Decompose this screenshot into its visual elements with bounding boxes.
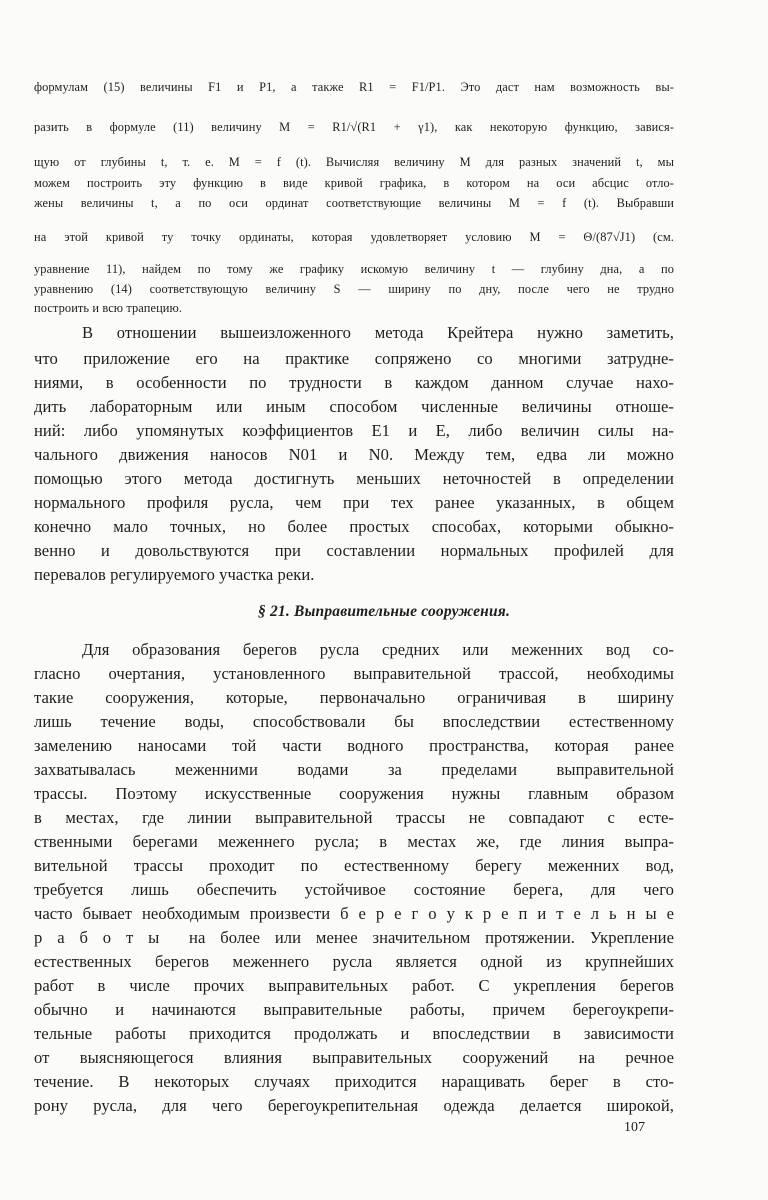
para1-line-1: В отношении вышеизложенного метода Крейтера нужно заметить, (82, 323, 674, 342)
para2-line-12: часто бывает необходимым произвести б е р е г о у к р е п и т е л ь н ы е (34, 904, 674, 923)
para1-line-10: венно и довольствуются при составлении нормальных профилей для (34, 541, 674, 560)
para1-line-4: дить лабораторным или иным способом численные величины отноше- (34, 397, 674, 416)
para2-line-6: захватывалась меженними водами за пределами выправительной (34, 760, 674, 779)
text-line-9: построить и всю трапецию. (34, 301, 183, 315)
para2-line-9: ственными берегами меженнего русла; в местах же, где линия выпра- (34, 832, 674, 851)
text-line-3: щую от глубины t, т. е. M = f (t). Вычисляя величину M для разных значений t, мы (34, 155, 674, 169)
para2-line-20: рону русла, для чего берегоукрепительная одежда делается широкой, (34, 1096, 674, 1115)
para2-line-3: такие сооружения, которые, первоначально ограничивая в ширину (34, 688, 674, 707)
text-line-7: уравнение 11), найдем по тому же графику искомую величину t — глубину дна, а по (34, 262, 674, 276)
formula-line-6: на этой кривой ту точку ординаты, которая удовлетворяет условию M = Θ/(87√J1) (см. (34, 230, 674, 244)
para2-line-2: гласно очертания, установленного выправительной трассой, необходимы (34, 664, 674, 683)
text-line-8: уравнению (14) соответствующую величину S — ширину по дну, после чего не трудно (34, 282, 674, 296)
para2-line-13: р а б о т ы на более или менее значительном протяжении. Укрепление (34, 928, 674, 947)
para1-line-6: чального движения наносов N01 и N0. Между тем, едва ли можно (34, 445, 674, 464)
para1-line-3: ниями, в особенности по трудности в каждом данном случае нахо- (34, 373, 674, 392)
formula-line-2: разить в формуле (11) величину M = R1/√(R1 + γ1), как некоторую функцию, завися- (34, 120, 674, 134)
page-number: 107 (624, 1120, 645, 1135)
para2-line-1: Для образования берегов русла средних или меженних вод со- (82, 640, 674, 659)
text-line-5: жены величины t, а по оси ординат соответствующие величины M = f (t). Выбравши (34, 196, 674, 210)
para2-line-11: требуется лишь обеспечить устойчивое состояние берега, для чего (34, 880, 674, 899)
para1-line-2: что приложение его на практике сопряжено со многими затрудне- (34, 349, 674, 368)
para1-line-5: ний: либо упомянутых коэффициентов E1 и E, либо величин силы на- (34, 421, 674, 440)
para2-line-10: вительной трассы проходит по естественному берегу меженних вод, (34, 856, 674, 875)
formula-line-1: формулам (15) величины F1 и P1, а также R1 = F1/P1. Это даст нам возможность вы- (34, 80, 674, 94)
para2-line-17: тельные работы приходится продолжать и впоследствии в зависимости (34, 1024, 674, 1043)
para2-line-14: естественных берегов меженнего русла является одной из крупнейших (34, 952, 674, 971)
para2-line-16: обычно и начинаются выправительные работы, причем берегоукрепи- (34, 1000, 674, 1019)
para2-line-15: работ в числе прочих выправительных работ. С укрепления берегов (34, 976, 674, 995)
para2-line-19: течение. В некоторых случаях приходится наращивать берег в сто- (34, 1072, 674, 1091)
para2-line-18: от выясняющегося влияния выправительных сооружений на речное (34, 1048, 674, 1067)
para1-line-8: нормального профиля русла, чем при тех ранее указанных, в общем (34, 493, 674, 512)
para2-line-5: замелению наносами той части водного пространства, которая ранее (34, 736, 674, 755)
para1-line-11: перевалов регулируемого участка реки. (34, 565, 315, 584)
para1-line-9: конечно мало точных, но более простых способах, которыми обыкно- (34, 517, 674, 536)
para1-line-7: помощью этого метода достигнуть меньших неточностей в определении (34, 469, 674, 488)
section-heading: § 21. Выправительные сооружения. (257, 603, 511, 620)
para2-line-8: в местах, где линии выправительной трассы не совпадают с есте- (34, 808, 674, 827)
text-line-4: можем построить эту функцию в виде кривой графика, в котором на оси абсцис отло- (34, 176, 674, 190)
para2-line-7: трассы. Поэтому искусственные сооружения нужны главным образом (34, 784, 674, 803)
para2-line-4: лишь течение воды, способствовали бы впоследствии естественному (34, 712, 674, 731)
